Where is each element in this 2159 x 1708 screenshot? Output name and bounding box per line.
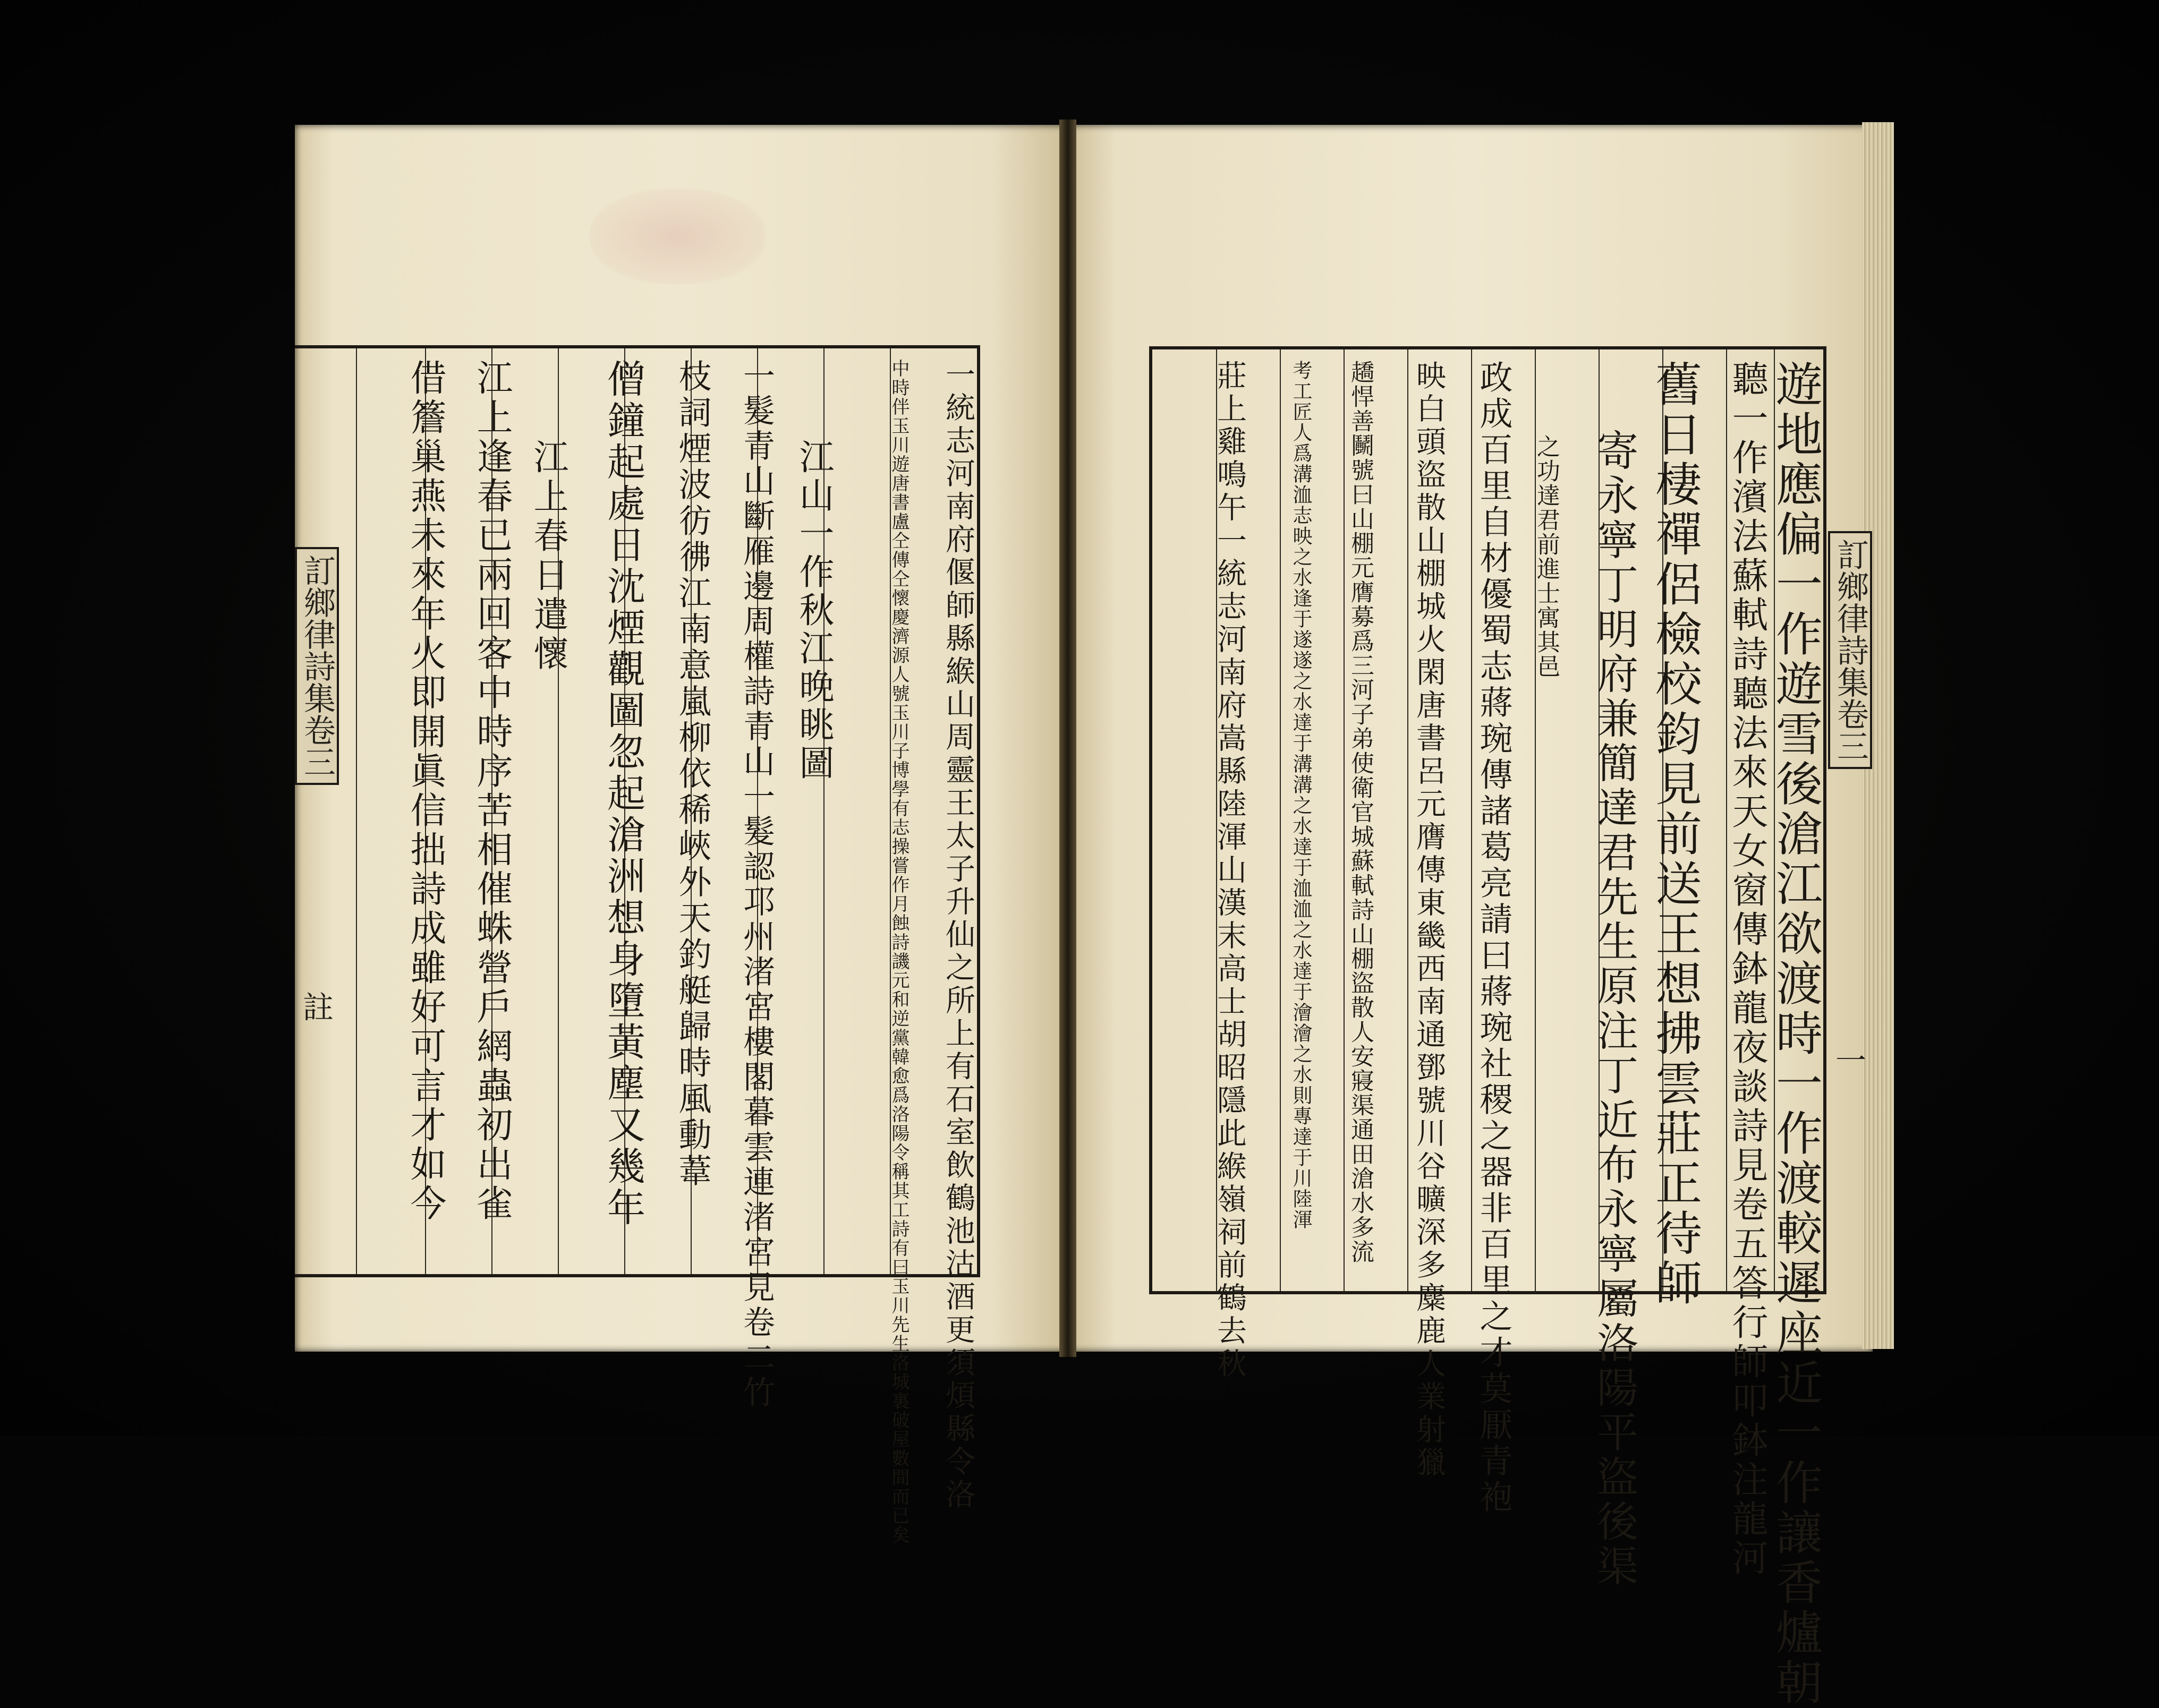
right-fold-mark: 一 — [1835, 1043, 1867, 1079]
left-column-1: 一統志河南府偃師縣緱山周靈王太子升仙之所上有石室飲鶴池沽酒更須煩縣令洛 — [941, 359, 975, 1511]
right-column-10: 莊上雞鳴午一統志河南府嵩縣陸渾山漢末高士胡昭隱此緱嶺祠前鶴去秋 — [1212, 360, 1247, 1381]
right-column-3: 舊日棲禪侶檢校鈞見前送王想拂雲莊正待師 — [1648, 360, 1703, 1309]
right-column-2: 聽一作濱法蘇軾詩聽法來天女窗傳鉢龍夜談詩見卷五答行師叩鉢注龍河 — [1726, 360, 1768, 1578]
right-column-4: 寄永寧丁明府兼簡達君先生原注丁近布永寧屬洛陽平盜後渠 — [1590, 429, 1638, 1589]
book-gutter — [1059, 119, 1076, 1357]
left-column-8: 江上逢春已兩回客中時序苦相催蛛營戶網蟲初出雀 — [471, 359, 513, 1224]
right-column-6: 政成百里自材優蜀志蔣琬傳諸葛亮請曰蔣琬社稷之器非百里之才莫厭青袍 — [1474, 360, 1513, 1516]
right-column-8: 趫悍善鬭號曰山棚元膺募爲三河子弟使衛官城蘇軾詩山棚盜散人安寢渠通田滄水多流 — [1347, 360, 1374, 1264]
faded-seal-stamp — [590, 189, 765, 284]
left-column-4: 一髮青山斷雁邊周權詩青山一髮認邛州渚宮樓閣暮雲連渚宮見卷二竹 — [738, 359, 775, 1411]
right-column-1: 遊地應偏一作遊雪後滄江欲渡時一作渡較遲座近一作讓香爐朝 — [1769, 360, 1823, 1708]
left-page-title-tab: 訂鄉律詩集卷三 — [295, 547, 339, 785]
left-text-frame — [295, 345, 980, 1544]
right-column-7: 映白頭盜散山棚城火閑唐書呂元膺傳東畿西南通鄧號川谷曠深多麋鹿人業射獵 — [1412, 360, 1446, 1480]
left-column-5: 枝詞煙波彷彿江南意嵐柳依稀峽外天釣艇歸時風動葦 — [673, 359, 712, 1190]
right-text-frame — [1149, 346, 1826, 1708]
left-column-2: 中時伴玉川遊唐書盧仝傳仝懷慶濟源人號玉川子博學有志操嘗作月蝕詩譏元和逆黨韓愈爲洛陽令稱其工詩有曰玉川先生洛城裏破屋數間而已矣 — [888, 359, 910, 1544]
left-column-9: 借簷巢燕未來年火即開眞信拙詩成雖好可言才如今 — [404, 359, 446, 1224]
right-column-9: 考工匠人爲溝洫志映之水逢于遂遂之水達于溝溝之水達于洫洫之水達于澮澮之水則專達于川陸渾 — [1289, 360, 1312, 1230]
left-column-3: 江山一作秋江晚眺圖 — [793, 439, 834, 783]
left-column-6: 僧鐘起處日沈煙觀圖忽起滄洲想身墮黃塵又幾年 — [601, 359, 645, 1229]
right-page-title-tab: 訂鄉律詩集卷三 — [1828, 531, 1872, 769]
right-column-5: 之功達君前進士寓其邑 — [1533, 434, 1560, 679]
left-column-7: 江上春日遣懷 — [528, 439, 568, 674]
left-fold-mark: 註 — [303, 989, 334, 1026]
